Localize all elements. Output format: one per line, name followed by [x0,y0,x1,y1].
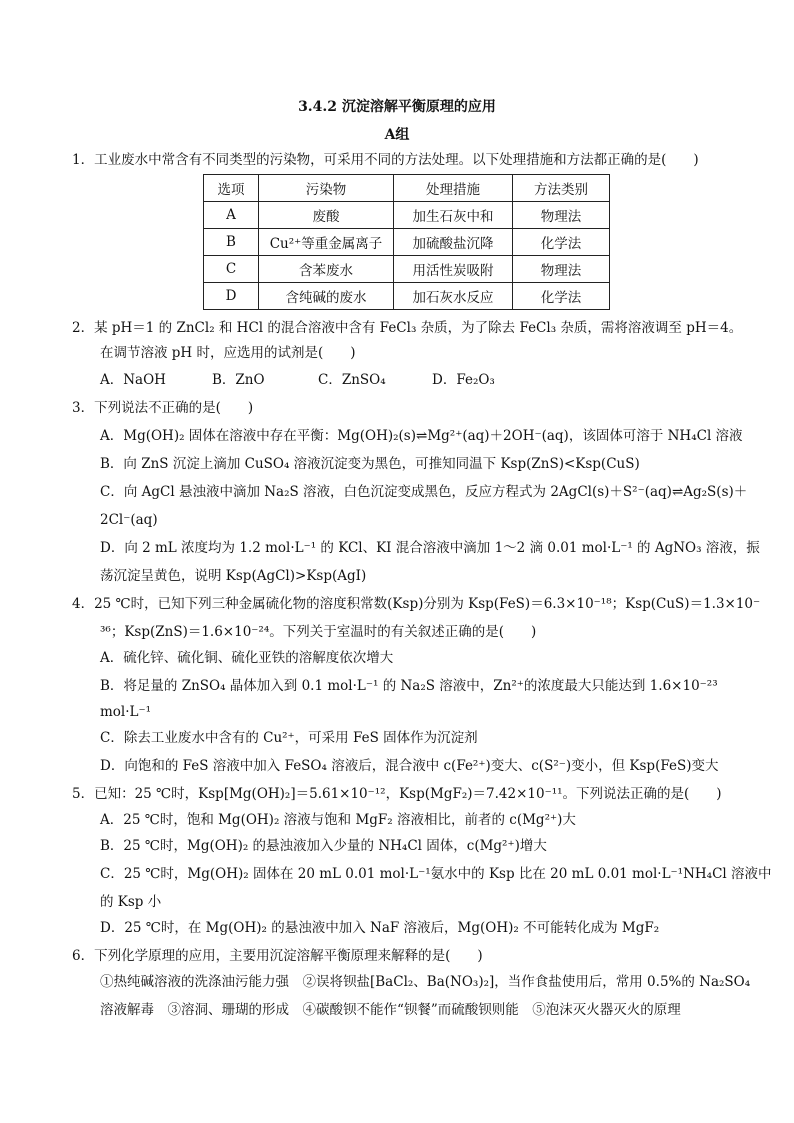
table-header-cell: 方法类别 [513,175,610,202]
table-cell: 化学法 [513,229,610,256]
q5-option-b: B．25 ℃时，Mg(OH)₂ 的悬浊液加入少量的 NH₄Cl 固体，c(Mg²⁺)增大 [100,838,547,854]
q4-stem-line1: 4．25 ℃时，已知下列三种金属硫化物的溶度积常数(Ksp)分别为 Ksp(FeS)＝6.3×10⁻¹⁸；Ksp(CuS)＝1.3×10⁻ [72,596,761,612]
q5-stem: 5．已知：25 ℃时，Ksp[Mg(OH)₂]＝5.61×10⁻¹²，Ksp(MgF₂)＝7.42×10⁻¹¹。下列说法正确的是( ) [72,786,722,802]
table-cell: 物理法 [513,256,610,283]
q6-items-line1: ①热纯碱溶液的洗涤油污能力强 ②误将钡盐[BaCl₂、Ba(NO₃)₂]，当作食盐使用后，常用 0.5%的 Na₂SO₄ [100,974,751,990]
q5-option-c-line1: C．25 ℃时，Mg(OH)₂ 固体在 20 mL 0.01 mol·L⁻¹氨水中的 Ksp 比在 20 mL 0.01 mol·L⁻¹NH₄Cl 溶液中 [100,866,772,882]
table-row [204,256,610,283]
q6-stem: 6．下列化学原理的应用，主要用沉淀溶解平衡原理来解释的是( ) [72,948,483,964]
table-cell: 加硫酸盐沉降 [394,229,513,256]
q4-option-b-line1: B．将足量的 ZnSO₄ 晶体加入到 0.1 mol·L⁻¹ 的 Na₂S 溶液中，Zn²⁺的浓度最大只能达到 1.6×10⁻²³ [100,678,718,694]
table-header-cell: 污染物 [259,175,394,202]
table-cell: B [204,229,259,256]
table-cell: 废酸 [259,202,394,229]
q4-option-a: A．硫化锌、硫化铜、硫化亚铁的溶解度依次增大 [100,650,394,666]
table-cell: 化学法 [513,283,610,310]
q2-stem-line1: 2．某 pH＝1 的 ZnCl₂ 和 HCl 的混合溶液中含有 FeCl₃ 杂质，为了除去 FeCl₃ 杂质，需将溶液调至 pH＝4。 [72,320,743,336]
table-cell: 物理法 [513,202,610,229]
q3-option-c-line2: 2Cl⁻(aq) [100,512,158,528]
group-heading: A组 [384,127,410,143]
option-d: D．Fe₂O₃ [432,372,495,388]
q1-table [203,174,610,310]
table-header-row [204,175,610,202]
q3-option-c-line1: C．向 AgCl 悬浊液中滴加 Na₂S 溶液，白色沉淀变成黑色，反应方程式为 2AgCl(s)＋S²⁻(aq)⇌Ag₂S(s)＋ [100,484,748,500]
q5-option-a: A．25 ℃时，饱和 Mg(OH)₂ 溶液与饱和 MgF₂ 溶液相比，前者的 c(Mg²⁺)大 [100,812,576,828]
table-row [204,202,610,229]
table-header-cell: 选项 [204,175,259,202]
q2-stem-line2: 在调节溶液 pH 时，应选用的试剂是( ) [100,345,356,361]
table-cell: C [204,256,259,283]
table-cell: 含苯废水 [259,256,394,283]
q3-option-b: B．向 ZnS 沉淀上滴加 CuSO₄ 溶液沉淀变为黑色，可推知同温下 Ksp(ZnS)<Ksp(CuS) [100,456,640,472]
q3-option-d-line2: 荡沉淀呈黄色，说明 Ksp(AgCl)>Ksp(AgI) [100,568,367,584]
table-cell: 加生石灰中和 [394,202,513,229]
option-c: C．ZnSO₄ [318,372,386,388]
table-header-cell: 处理措施 [394,175,513,202]
table-row [204,229,610,256]
q4-option-c: C．除去工业废水中含有的 Cu²⁺，可采用 FeS 固体作为沉淀剂 [100,730,478,746]
table-cell: 用活性炭吸附 [394,256,513,283]
q2-options [100,370,495,390]
option-b: B．ZnO [212,372,265,388]
q3-stem: 3．下列说法不正确的是( ) [72,400,254,416]
q5-option-c-line2: 的 Ksp 小 [100,894,162,910]
q3-option-d-line1: D．向 2 mL 浓度均为 1.2 mol·L⁻¹ 的 KCl、KI 混合溶液中滴加 1～2 滴 0.01 mol·L⁻¹ 的 AgNO₃ 溶液，振 [100,540,760,556]
table-cell: 含纯碱的废水 [259,283,394,310]
q6-items-line2: 溶液解毒 ③溶洞、珊瑚的形成 ④碳酸钡不能作“钡餐”而硫酸钡则能 ⑤泡沫灭火器灭火的原理 [100,1002,681,1018]
q1-stem: 1．工业废水中常含有不同类型的污染物，可采用不同的方法处理。以下处理措施和方法都正确的是( ) [72,152,699,168]
document-title: 3.4.2 沉淀溶解平衡原理的应用 [298,99,496,115]
q5-option-d: D．25 ℃时，在 Mg(OH)₂ 的悬浊液中加入 NaF 溶液后，Mg(OH)₂ 不可能转化成为 MgF₂ [100,920,660,936]
q3-option-a: A．Mg(OH)₂ 固体在溶液中存在平衡：Mg(OH)₂(s)⇌Mg²⁺(aq)＋2OH⁻(aq)，该固体可溶于 NH₄Cl 溶液 [100,428,743,444]
table-cell: D [204,283,259,310]
q4-option-b-line2: mol·L⁻¹ [100,704,152,720]
table-cell: 加石灰水反应 [394,283,513,310]
q4-stem-line2: ³⁶；Ksp(ZnS)＝1.6×10⁻²⁴。下列关于室温时的有关叙述正确的是( ) [100,624,537,640]
table-row [204,283,610,310]
table-cell: Cu²⁺等重金属离子 [259,229,394,256]
q4-option-d: D．向饱和的 FeS 溶液中加入 FeSO₄ 溶液后，混合液中 c(Fe²⁺)变大、c(S²⁻)变小，但 Ksp(FeS)变大 [100,758,719,774]
table-cell: A [204,202,259,229]
option-a: A．NaOH [100,372,166,388]
